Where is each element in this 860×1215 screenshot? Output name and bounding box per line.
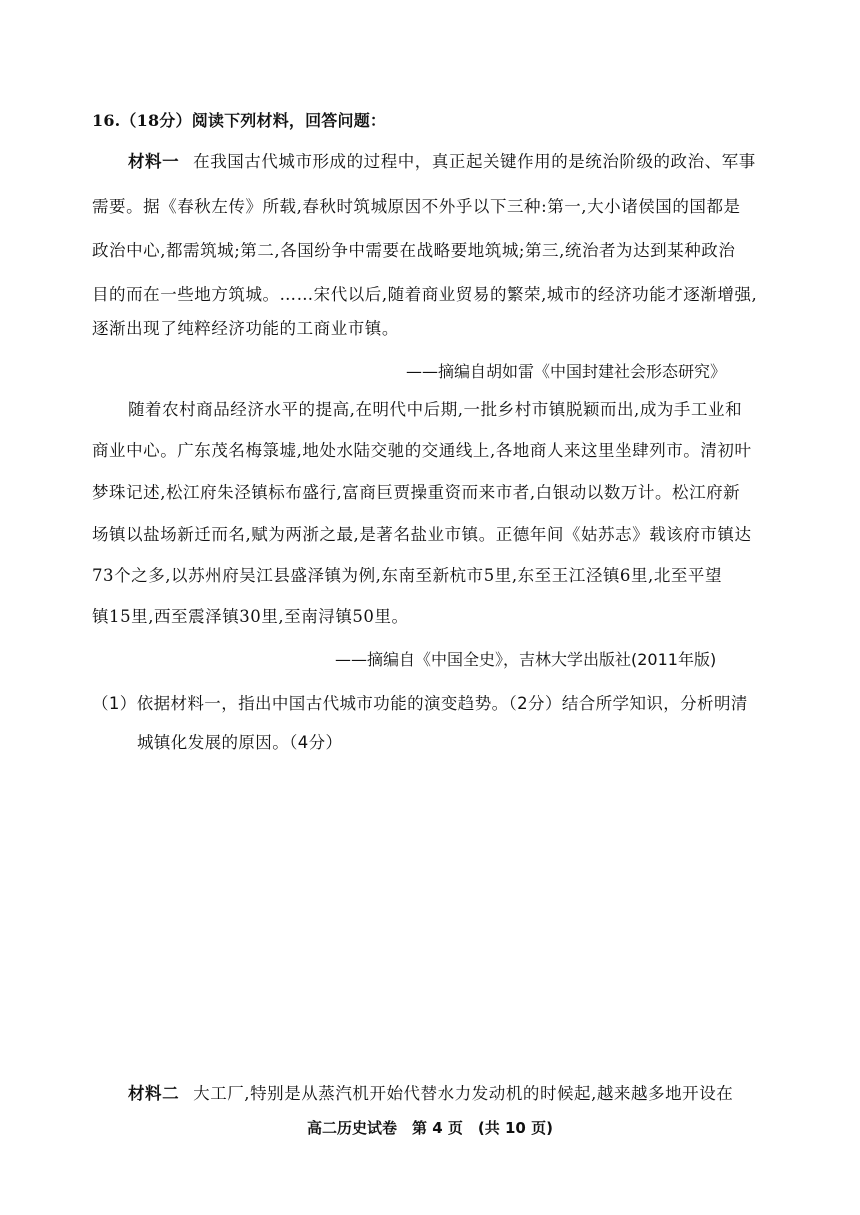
material-one-b-line-3: 梦珠记述,松江府朱泾镇标布盛行,富商巨贾操重资而来市者,白银动以数万计。松江府新 — [92, 483, 741, 502]
question-title: 16.（18分）阅读下列材料，回答问题： — [92, 111, 387, 130]
page-footer: 高二历史试卷 第 4 页 (共 10 页) — [307, 1119, 553, 1137]
material-one-b-line-4: 场镇以盐场新迁而名,赋为两浙之最,是著名盐业市镇。正德年间《姑苏志》载该府市镇达 — [92, 525, 752, 544]
material-one-line-1 — [128, 152, 756, 172]
subquestion-one-line-1: （1）依据材料一，指出中国古代城市功能的演变趋势。（2分）结合所学知识，分析明清 — [92, 694, 748, 713]
material-one-source: ——摘编自胡如雷《中国封建社会形态研究》 — [406, 362, 727, 381]
material-one-line-2: 需要。据《春秋左传》所载,春秋时筑城原因不外乎以下三种:第一,大小诸侯国的国都是 — [92, 197, 741, 216]
material-one-b-line-6: 镇15里,西至震泽镇30里,至南浔镇50里。 — [92, 607, 409, 626]
subquestion-one-line-2: 城镇化发展的原因。（4分） — [137, 733, 343, 752]
material-one-b-line-1: 随着农村商品经济水平的提高,在明代中后期,一批乡村市镇脱颖而出,成为手工业和 — [128, 400, 743, 419]
material-one-b-line-5: 73个之多,以苏州府吴江县盛泽镇为例,东南至新杭市5里,东至王江泾镇6里,北至平望 — [92, 566, 723, 585]
material-two — [128, 1084, 733, 1104]
material-two-label: 材料二 — [128, 1084, 180, 1103]
material-one-b-line-2: 商业中心。广东茂名梅箓墟,地处水陆交驰的交通线上,各地商人来这里坐肆列市。清初叶 — [92, 441, 752, 460]
material-one-text-1: 在我国古代城市形成的过程中，真正起关键作用的是统治阶级的政治、军事 — [193, 152, 756, 171]
material-one-line-4: 目的而在一些地方筑城。……宋代以后,随着商业贸易的繁荣,城市的经济功能才逐渐增强, — [92, 285, 758, 304]
material-one-b-source: ——摘编自《中国全史》，吉林大学出版社(2011年版) — [335, 650, 717, 669]
material-one-line-3: 政治中心,都需筑城;第二,各国纷争中需要在战略要地筑城;第三,统治者为达到某种政治 — [92, 241, 736, 260]
material-two-text: 大工厂,特别是从蒸汽机开始代替水力发动机的时候起,越来越多地开设在 — [193, 1084, 734, 1103]
material-one-label: 材料一 — [128, 152, 180, 171]
material-one-line-5: 逐渐出现了纯粹经济功能的工商业市镇。 — [92, 319, 399, 338]
